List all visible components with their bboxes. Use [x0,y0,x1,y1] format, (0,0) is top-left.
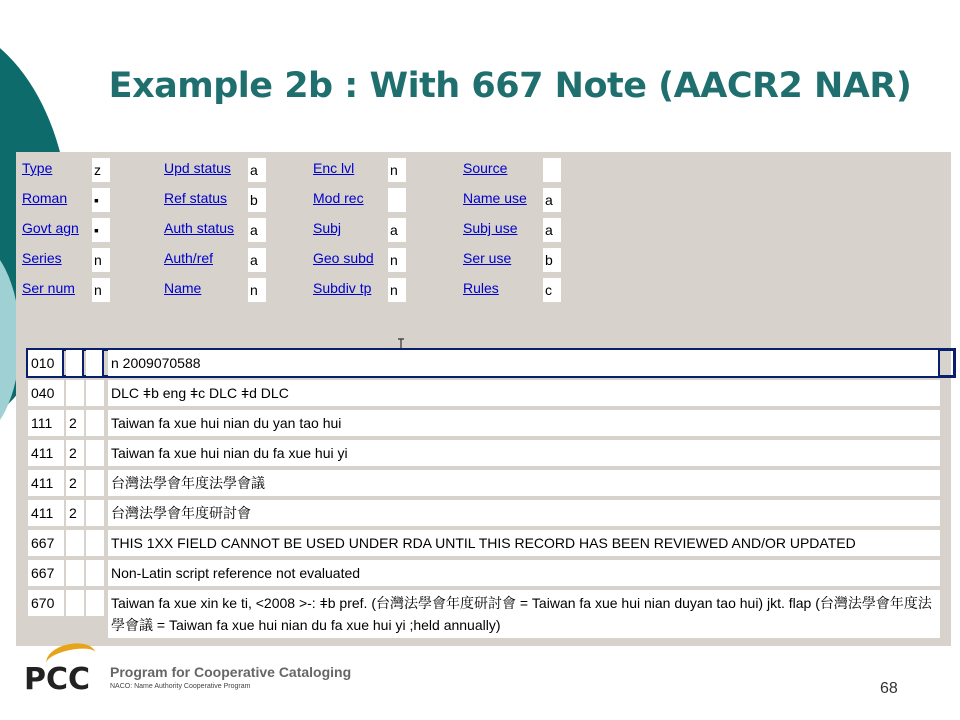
indicator-1[interactable] [66,380,84,406]
fixed-field-value[interactable]: z [92,158,110,182]
variable-field-row[interactable] [28,470,954,496]
indicator-2[interactable] [86,560,104,586]
fixed-field-value[interactable]: a [543,218,561,242]
fixed-field-value[interactable]: n [248,278,266,302]
field-data[interactable]: Taiwan fa xue xin ke ti, <2008 >-: ǂb pref. (台灣法學會年度研討會 = Taiwan fa xue hui nian duyan tao hui) jkt. flap (台灣法學會年度法學會議 = Taiwan fa xue hui nian du fa xue hui yi ;held annually) [108,590,940,638]
field-tag[interactable]: 040 [28,380,64,406]
indicator-2[interactable] [86,440,104,466]
slide-title: Example 2b : With 667 Note (AACR2 NAR) [108,66,912,106]
field-data[interactable]: THIS 1XX FIELD CANNOT BE USED UNDER RDA UNTIL THIS RECORD HAS BEEN REVIEWED AND/OR UPDATED [108,530,940,556]
indicator-2[interactable] [86,590,104,616]
indicator-1[interactable] [66,560,84,586]
page-number: 68 [880,680,898,697]
fixed-field-value[interactable]: b [543,248,561,272]
indicator-2[interactable] [86,350,104,376]
indicator-2[interactable] [86,380,104,406]
field-data[interactable]: Taiwan fa xue hui nian du fa xue hui yi [108,440,940,466]
indicator-2[interactable] [86,410,104,436]
field-tag[interactable]: 411 [28,500,64,526]
fixed-field-label[interactable]: Auth status [164,220,235,236]
indicator-1[interactable] [66,530,84,556]
indicator-2[interactable] [86,470,104,496]
variable-field-row[interactable] [28,440,954,466]
variable-field-row[interactable] [28,500,954,526]
variable-field-row[interactable] [28,530,954,556]
indicator-1[interactable] [66,590,84,616]
fixed-field-label[interactable]: Roman [22,190,68,206]
indicator-1[interactable]: 2 [66,470,84,496]
field-tag[interactable]: 411 [28,470,64,496]
variable-field-row[interactable] [28,410,954,436]
fixed-field-label[interactable]: Auth/ref [164,250,214,266]
fixed-field-value[interactable]: a [543,188,561,212]
fixed-field-label[interactable]: Name use [463,190,527,206]
fixed-field-label[interactable]: Mod rec [313,190,364,206]
variable-field-row[interactable] [28,560,954,586]
fixed-field-value[interactable] [543,158,561,182]
field-data[interactable]: 台灣法學會年度研討會 [108,500,940,526]
fixed-field-value[interactable]: b [248,188,266,212]
fixed-field-label[interactable]: Name [164,280,202,296]
variable-field-row[interactable] [28,350,954,376]
fixed-field-label[interactable]: Ref status [164,190,228,206]
fixed-field-value[interactable]: n [388,278,406,302]
fixed-field-value[interactable]: n [92,248,110,272]
fixed-field-value[interactable] [388,188,406,212]
fixed-field-value[interactable]: ▪ [92,218,110,242]
indicator-2[interactable] [86,500,104,526]
fixed-field-value[interactable]: ▪ [92,188,110,212]
field-data[interactable]: DLC ǂb eng ǂc DLC ǂd DLC [108,380,940,406]
field-tag[interactable]: 670 [28,590,64,616]
fixed-field-label[interactable]: Geo subd [313,250,374,266]
indicator-1[interactable]: 2 [66,500,84,526]
field-data[interactable]: Non-Latin script reference not evaluated [108,560,940,586]
fixed-field-label[interactable]: Upd status [164,160,231,176]
fixed-field-value[interactable]: n [92,278,110,302]
field-data[interactable]: 台灣法學會年度法學會議 [108,470,940,496]
variable-field-row[interactable] [28,590,954,638]
field-tag[interactable]: 411 [28,440,64,466]
pcc-logo: PCC [24,662,91,697]
fixed-field-label[interactable]: Ser use [463,250,512,266]
fixed-field-value[interactable]: a [388,218,406,242]
fixed-field-label[interactable]: Subj [313,220,342,236]
fixed-field-label[interactable]: Series [22,250,62,266]
indicator-1[interactable] [66,350,84,376]
fixed-field-value[interactable]: n [388,248,406,272]
fixed-field-label[interactable]: Enc lvl [313,160,355,176]
fixed-field-value[interactable]: a [248,248,266,272]
indicator-1[interactable]: 2 [66,410,84,436]
indicator-1[interactable]: 2 [66,440,84,466]
fixed-field-label[interactable]: Ser num [22,280,75,296]
fixed-field-value[interactable]: a [248,218,266,242]
fixed-field-label[interactable]: Govt agn [22,220,79,236]
field-data[interactable]: n 2009070588 [108,350,940,376]
fixed-field-label[interactable]: Subj use [463,220,518,236]
fixed-field-value[interactable]: n [388,158,406,182]
fixed-field-value[interactable]: c [543,278,561,302]
fixed-field-label[interactable]: Type [22,160,53,176]
indicator-2[interactable] [86,530,104,556]
fixed-field-label[interactable]: Rules [463,280,499,296]
variable-field-row[interactable] [28,380,954,406]
authority-record-editor [16,152,951,646]
field-tag[interactable]: 111 [28,410,64,436]
field-tag[interactable]: 667 [28,560,64,586]
fixed-field-label[interactable]: Source [463,160,508,176]
footer-naco-text: NACO: Name Authority Cooperative Program [110,683,251,690]
field-tag[interactable]: 010 [28,350,64,376]
fixed-field-label[interactable]: Subdiv tp [313,280,372,296]
footer-program-name: Program for Cooperative Cataloging [110,664,352,680]
fixed-field-value[interactable]: a [248,158,266,182]
field-tag[interactable]: 667 [28,530,64,556]
field-data[interactable]: Taiwan fa xue hui nian du yan tao hui [108,410,940,436]
